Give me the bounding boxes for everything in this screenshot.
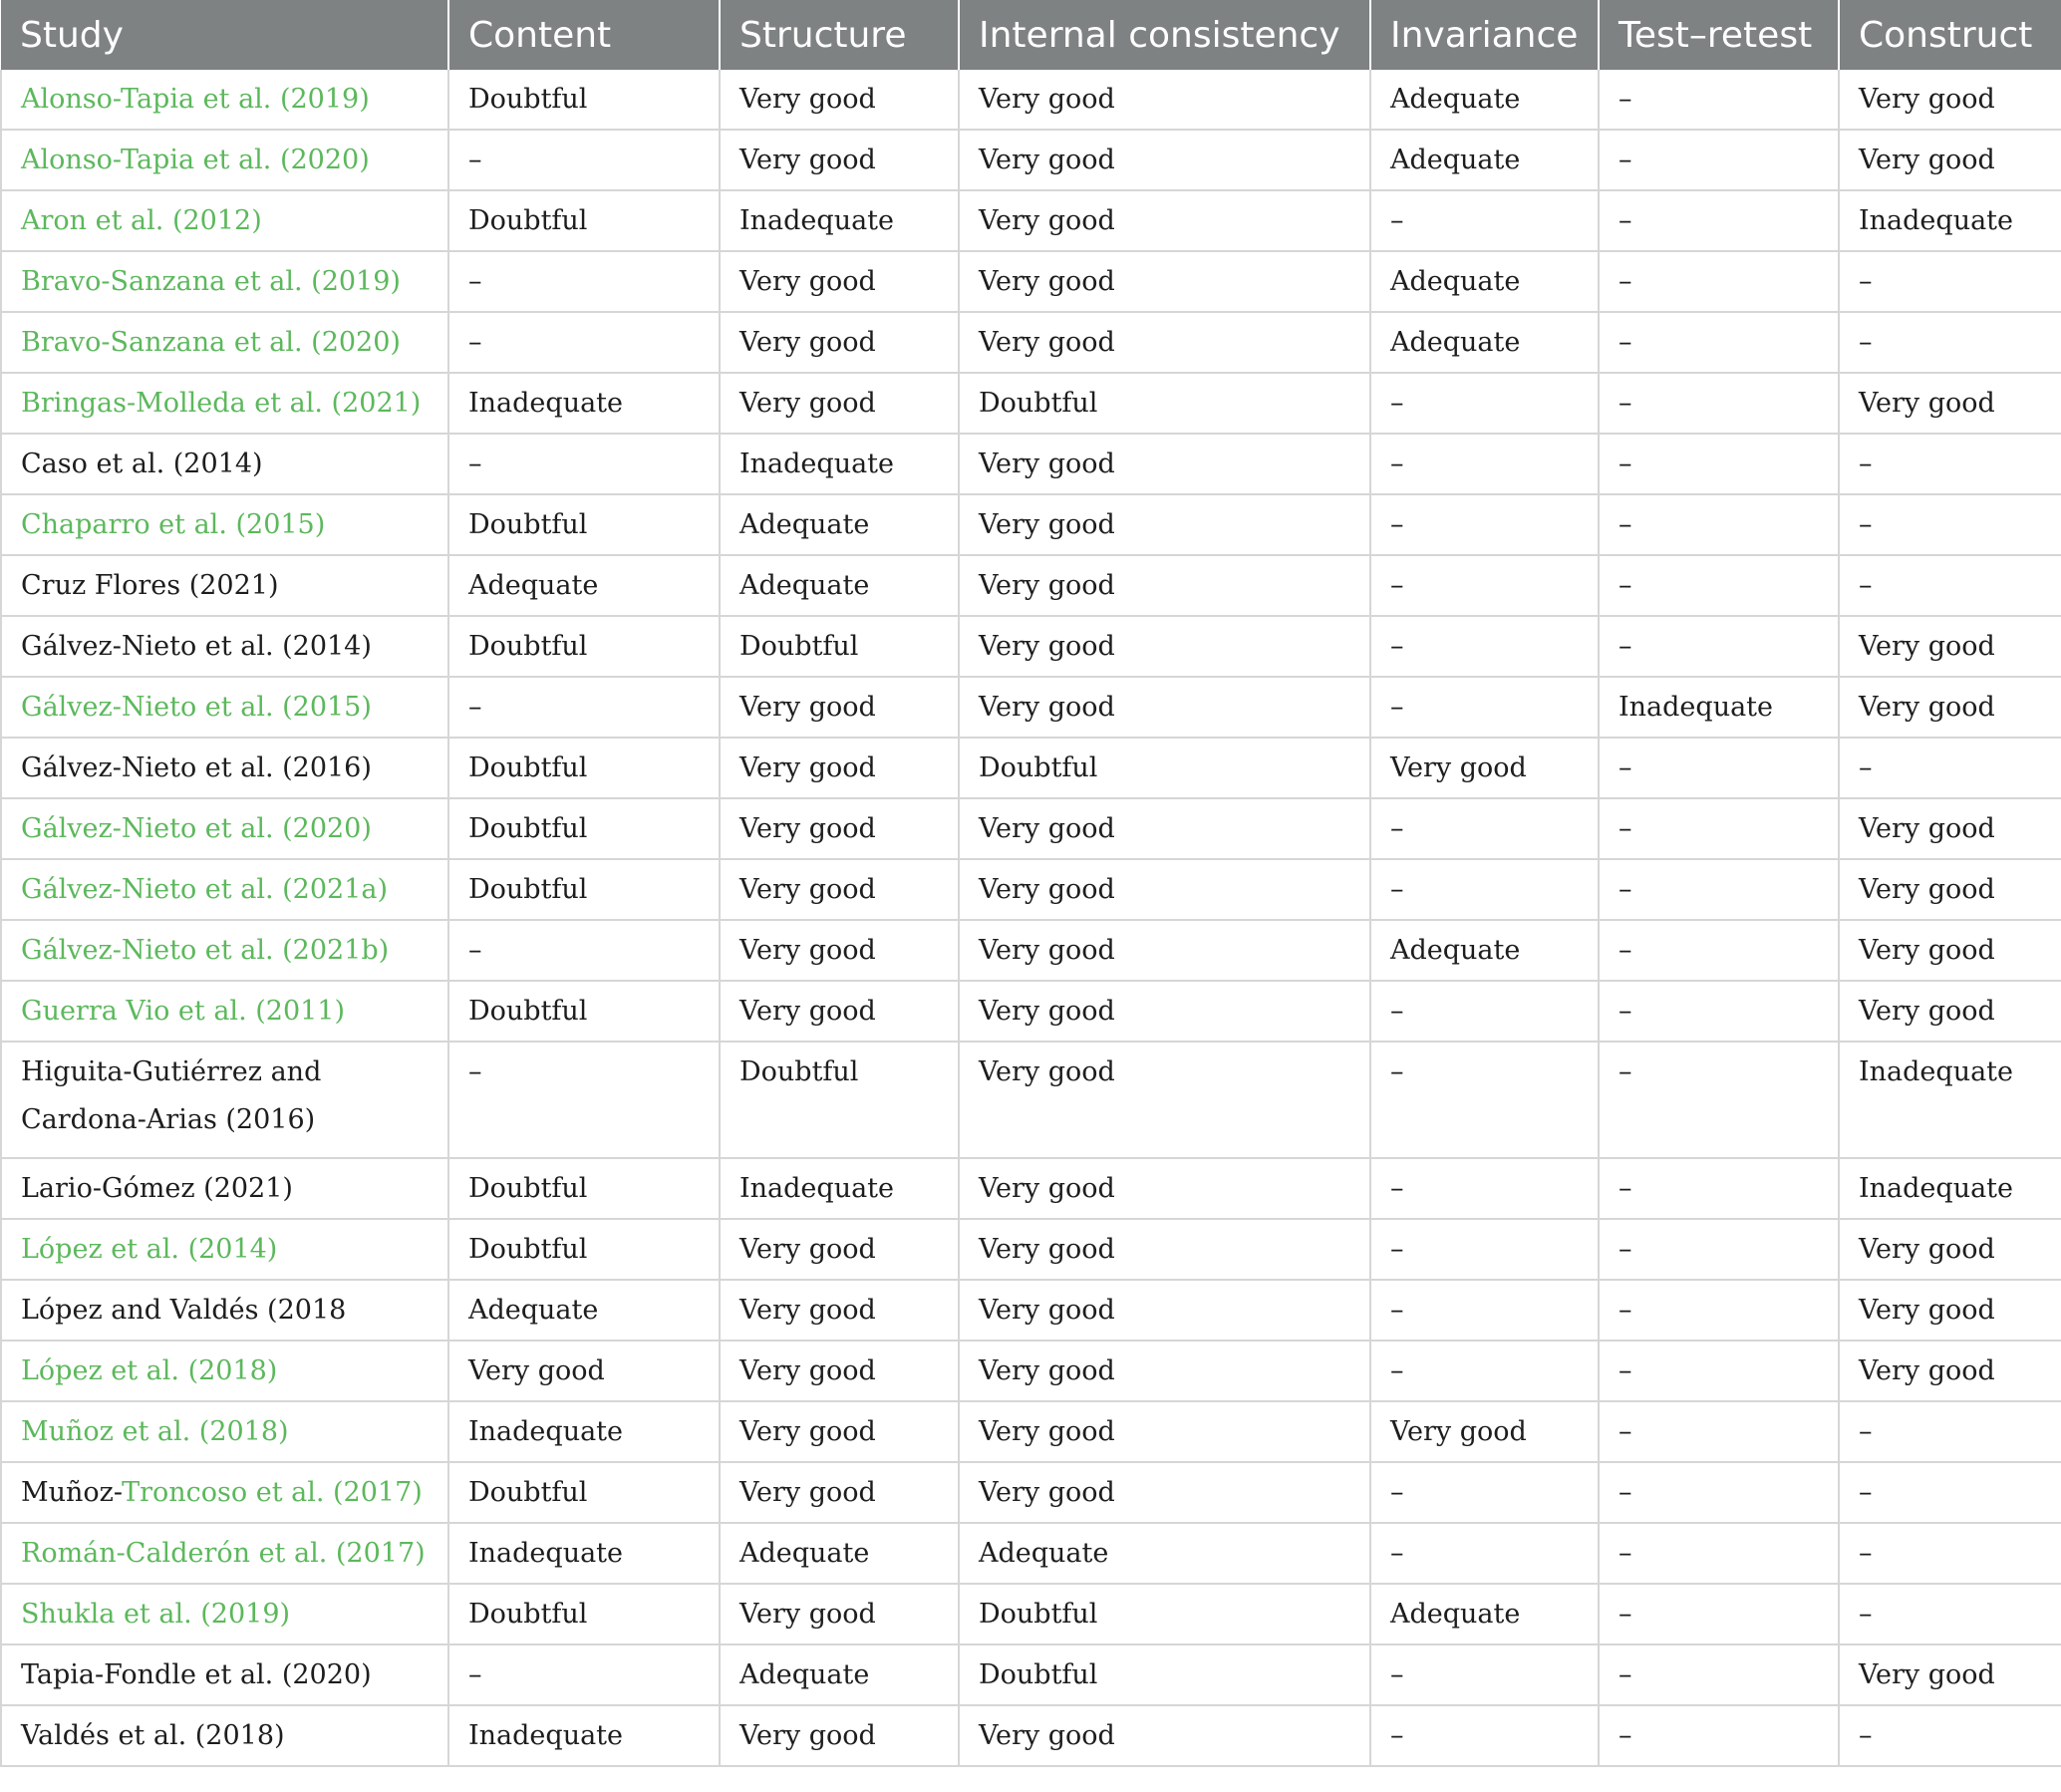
structure-cell: Very good [720, 1584, 959, 1644]
content-cell: Adequate [448, 1280, 720, 1341]
construct-cell: Inadequate [1839, 190, 2061, 251]
internal-consistency-cell: Very good [959, 677, 1370, 738]
internal-consistency-cell: Very good [959, 616, 1370, 677]
table-row [1, 190, 2061, 251]
study-cell [1, 677, 448, 738]
content-cell: Inadequate [448, 1705, 720, 1766]
construct-cell: – [1839, 434, 2061, 494]
study-cell [1, 1158, 448, 1219]
table-row [1, 251, 2061, 312]
internal-consistency-cell: Adequate [959, 1523, 1370, 1584]
internal-consistency-cell: Doubtful [959, 1584, 1370, 1644]
study-citation-link[interactable]: Chaparro et al. (2015) [21, 508, 326, 540]
study-cell [1, 738, 448, 798]
invariance-cell: Very good [1370, 738, 1599, 798]
construct-cell: – [1839, 1523, 2061, 1584]
test-retest-cell: – [1599, 373, 1839, 434]
study-cell [1, 1644, 448, 1705]
invariance-cell: Very good [1370, 1401, 1599, 1462]
structure-cell: Doubtful [720, 616, 959, 677]
internal-consistency-cell: Very good [959, 1705, 1370, 1766]
internal-consistency-cell: Doubtful [959, 1644, 1370, 1705]
invariance-cell: – [1370, 798, 1599, 859]
study-cell [1, 1523, 448, 1584]
structure-cell: Adequate [720, 1644, 959, 1705]
test-retest-cell: – [1599, 1158, 1839, 1219]
study-citation-text: Gálvez-Nieto et al. (2014) [21, 630, 372, 662]
table-row [1, 981, 2061, 1042]
test-retest-cell: – [1599, 1280, 1839, 1341]
internal-consistency-cell: Very good [959, 1158, 1370, 1219]
content-cell: – [448, 130, 720, 190]
test-retest-cell: – [1599, 312, 1839, 373]
study-citation-text: Tapia-Fondle et al. (2020) [21, 1658, 372, 1690]
construct-cell: Very good [1839, 70, 2061, 130]
table-row [1, 312, 2061, 373]
internal-consistency-cell: Very good [959, 434, 1370, 494]
content-cell: Inadequate [448, 1523, 720, 1584]
internal-consistency-cell: Very good [959, 859, 1370, 920]
table-row [1, 70, 2061, 130]
study-cell [1, 859, 448, 920]
study-cell [1, 190, 448, 251]
construct-cell: Very good [1839, 920, 2061, 981]
test-retest-cell: Inadequate [1599, 677, 1839, 738]
structure-cell: Adequate [720, 1523, 959, 1584]
construct-cell: Very good [1839, 677, 2061, 738]
table-row [1, 1158, 2061, 1219]
invariance-cell: – [1370, 1280, 1599, 1341]
content-cell: Doubtful [448, 616, 720, 677]
construct-cell: – [1839, 1462, 2061, 1523]
content-cell: Doubtful [448, 70, 720, 130]
structure-cell: Very good [720, 1705, 959, 1766]
invariance-cell: Adequate [1370, 130, 1599, 190]
invariance-cell: – [1370, 1042, 1599, 1158]
table-row [1, 920, 2061, 981]
test-retest-cell: – [1599, 434, 1839, 494]
test-retest-cell: – [1599, 981, 1839, 1042]
table-row [1, 1341, 2061, 1401]
construct-cell: – [1839, 312, 2061, 373]
content-cell: – [448, 677, 720, 738]
internal-consistency-cell: Very good [959, 312, 1370, 373]
test-retest-cell: – [1599, 1341, 1839, 1401]
construct-cell: Inadequate [1839, 1042, 2061, 1158]
study-cell [1, 130, 448, 190]
structure-cell: Very good [720, 981, 959, 1042]
invariance-cell: Adequate [1370, 70, 1599, 130]
construct-cell: – [1839, 1705, 2061, 1766]
structure-cell: Very good [720, 1280, 959, 1341]
table-row [1, 1042, 2061, 1158]
invariance-cell: Adequate [1370, 251, 1599, 312]
invariance-cell: – [1370, 1158, 1599, 1219]
invariance-cell: – [1370, 434, 1599, 494]
study-citation-link[interactable]: López et al. (2014) [21, 1233, 278, 1265]
study-cell [1, 1584, 448, 1644]
invariance-cell: – [1370, 494, 1599, 555]
study-citation-link[interactable]: López et al. (2018) [21, 1354, 278, 1386]
study-citation-link[interactable]: Bringas-Molleda et al. (2021) [21, 387, 422, 419]
study-cell [1, 981, 448, 1042]
header-content: Content [448, 0, 720, 70]
table-row [1, 1280, 2061, 1341]
internal-consistency-cell: Very good [959, 494, 1370, 555]
study-citation-link[interactable]: Alonso-Tapia et al. (2020) [21, 144, 370, 175]
content-cell: – [448, 1644, 720, 1705]
study-citation-link[interactable]: Gálvez-Nieto et al. (2021a) [21, 873, 388, 905]
study-cell [1, 434, 448, 494]
invariance-cell: – [1370, 1462, 1599, 1523]
content-cell: – [448, 920, 720, 981]
test-retest-cell: – [1599, 1219, 1839, 1280]
study-cell [1, 1341, 448, 1401]
test-retest-cell: – [1599, 1523, 1839, 1584]
content-cell: – [448, 251, 720, 312]
content-cell: Doubtful [448, 738, 720, 798]
construct-cell: Very good [1839, 373, 2061, 434]
study-citation-link[interactable]: Gálvez-Nieto et al. (2020) [21, 812, 372, 844]
structure-cell: Very good [720, 70, 959, 130]
invariance-cell: – [1370, 859, 1599, 920]
test-retest-cell: – [1599, 251, 1839, 312]
study-citation-text: López and Valdés (2018 [21, 1294, 347, 1326]
internal-consistency-cell: Very good [959, 1219, 1370, 1280]
table-row [1, 1523, 2061, 1584]
test-retest-cell: – [1599, 859, 1839, 920]
study-citation-text: Gálvez-Nieto et al. (2016) [21, 751, 372, 783]
table-body [1, 70, 2061, 1766]
structure-cell: Very good [720, 1341, 959, 1401]
study-citation-text: Higuita-Gutiérrez and Cardona-Arias (2016) [21, 1056, 322, 1135]
content-cell: Doubtful [448, 859, 720, 920]
structure-cell: Very good [720, 738, 959, 798]
study-cell [1, 312, 448, 373]
study-citation-text: Cruz Flores (2021) [21, 569, 279, 601]
internal-consistency-cell: Very good [959, 920, 1370, 981]
structure-cell: Very good [720, 859, 959, 920]
content-cell: Doubtful [448, 494, 720, 555]
study-citation-link[interactable]: Aron et al. (2012) [21, 204, 262, 236]
content-cell: Doubtful [448, 1584, 720, 1644]
internal-consistency-cell: Very good [959, 555, 1370, 616]
content-cell: Doubtful [448, 798, 720, 859]
structure-cell: Very good [720, 251, 959, 312]
content-cell: Doubtful [448, 1219, 720, 1280]
test-retest-cell: – [1599, 1401, 1839, 1462]
test-retest-cell: – [1599, 798, 1839, 859]
test-retest-cell: – [1599, 1584, 1839, 1644]
study-citation-link[interactable]: Alonso-Tapia et al. (2019) [21, 83, 370, 115]
internal-consistency-cell: Very good [959, 1462, 1370, 1523]
structure-cell: Inadequate [720, 1158, 959, 1219]
content-cell: Doubtful [448, 1158, 720, 1219]
test-retest-cell: – [1599, 555, 1839, 616]
content-cell: Doubtful [448, 190, 720, 251]
header-row [1, 0, 2061, 70]
table-row [1, 1462, 2061, 1523]
study-cell [1, 1401, 448, 1462]
structure-cell: Inadequate [720, 434, 959, 494]
test-retest-cell: – [1599, 190, 1839, 251]
structure-cell: Inadequate [720, 190, 959, 251]
study-cell [1, 616, 448, 677]
internal-consistency-cell: Very good [959, 1042, 1370, 1158]
invariance-cell: – [1370, 1341, 1599, 1401]
construct-cell: – [1839, 494, 2061, 555]
construct-cell: – [1839, 738, 2061, 798]
structure-cell: Very good [720, 312, 959, 373]
study-citation-text: Caso et al. (2014) [21, 448, 263, 479]
internal-consistency-cell: Very good [959, 1341, 1370, 1401]
internal-consistency-cell: Very good [959, 130, 1370, 190]
table-row [1, 130, 2061, 190]
internal-consistency-cell: Very good [959, 981, 1370, 1042]
header-test-retest: Test–retest [1599, 0, 1839, 70]
table-row [1, 494, 2061, 555]
internal-consistency-cell: Very good [959, 798, 1370, 859]
internal-consistency-cell: Very good [959, 1280, 1370, 1341]
internal-consistency-cell: Doubtful [959, 738, 1370, 798]
test-retest-cell: – [1599, 130, 1839, 190]
content-cell: Adequate [448, 555, 720, 616]
construct-cell: Very good [1839, 1341, 2061, 1401]
header-study: Study [1, 0, 448, 70]
construct-cell: Very good [1839, 1219, 2061, 1280]
invariance-cell: Adequate [1370, 312, 1599, 373]
table-row [1, 555, 2061, 616]
study-cell [1, 251, 448, 312]
study-cell [1, 555, 448, 616]
study-citation-text: Valdés et al. (2018) [21, 1719, 285, 1751]
header-construct: Construct [1839, 0, 2061, 70]
invariance-cell: Adequate [1370, 1584, 1599, 1644]
construct-cell: Very good [1839, 616, 2061, 677]
study-citation-link[interactable]: Bravo-Sanzana et al. (2019) [21, 265, 401, 297]
structure-cell: Very good [720, 677, 959, 738]
table-row [1, 1705, 2061, 1766]
content-cell: Inadequate [448, 373, 720, 434]
table-row [1, 859, 2061, 920]
test-retest-cell: – [1599, 70, 1839, 130]
construct-cell: – [1839, 1401, 2061, 1462]
study-citation-text: Lario-Gómez (2021) [21, 1172, 293, 1204]
internal-consistency-cell: Very good [959, 70, 1370, 130]
construct-cell: Very good [1839, 798, 2061, 859]
structure-cell: Very good [720, 1401, 959, 1462]
table-row [1, 677, 2061, 738]
table-row [1, 1401, 2061, 1462]
invariance-cell: – [1370, 190, 1599, 251]
study-citation-link[interactable]: Guerra Vio et al. (2011) [21, 995, 346, 1027]
content-cell: Very good [448, 1341, 720, 1401]
structure-cell: Very good [720, 1219, 959, 1280]
study-cell [1, 494, 448, 555]
invariance-cell: – [1370, 616, 1599, 677]
construct-cell: – [1839, 555, 2061, 616]
test-retest-cell: – [1599, 1462, 1839, 1523]
internal-consistency-cell: Very good [959, 190, 1370, 251]
structure-cell: Very good [720, 1462, 959, 1523]
content-cell: – [448, 1042, 720, 1158]
study-citation-link[interactable]: Shukla et al. (2019) [21, 1598, 291, 1630]
construct-cell: Very good [1839, 1280, 2061, 1341]
structure-cell: Very good [720, 798, 959, 859]
table-row [1, 798, 2061, 859]
study-citation-link[interactable]: Muñoz et al. (2018) [21, 1415, 289, 1447]
content-cell: – [448, 434, 720, 494]
test-retest-cell: – [1599, 494, 1839, 555]
test-retest-cell: – [1599, 616, 1839, 677]
invariance-cell: – [1370, 373, 1599, 434]
study-cell [1, 1462, 448, 1523]
content-cell: Inadequate [448, 1401, 720, 1462]
table-row [1, 434, 2061, 494]
table-row [1, 616, 2061, 677]
internal-consistency-cell: Very good [959, 251, 1370, 312]
table-row [1, 1584, 2061, 1644]
test-retest-cell: – [1599, 1042, 1839, 1158]
study-citation-link[interactable]: Troncoso et al. (2017) [122, 1476, 423, 1508]
construct-cell: Very good [1839, 130, 2061, 190]
test-retest-cell: – [1599, 738, 1839, 798]
table-row [1, 1219, 2061, 1280]
structure-cell: Adequate [720, 494, 959, 555]
header-structure: Structure [720, 0, 959, 70]
structure-cell: Doubtful [720, 1042, 959, 1158]
study-cell [1, 373, 448, 434]
construct-cell: – [1839, 251, 2061, 312]
invariance-cell: – [1370, 1523, 1599, 1584]
invariance-cell: – [1370, 1219, 1599, 1280]
content-cell: Doubtful [448, 981, 720, 1042]
structure-cell: Adequate [720, 555, 959, 616]
invariance-cell: Adequate [1370, 920, 1599, 981]
invariance-cell: – [1370, 677, 1599, 738]
construct-cell: Inadequate [1839, 1158, 2061, 1219]
study-cell [1, 1705, 448, 1766]
structure-cell: Very good [720, 920, 959, 981]
header-internal-consistency: Internal consistency [959, 0, 1370, 70]
content-cell: – [448, 312, 720, 373]
structure-cell: Very good [720, 130, 959, 190]
table-row [1, 1644, 2061, 1705]
test-retest-cell: – [1599, 1705, 1839, 1766]
study-citation-link[interactable]: Gálvez-Nieto et al. (2021b) [21, 934, 390, 966]
study-cell [1, 70, 448, 130]
content-cell: Doubtful [448, 1462, 720, 1523]
invariance-cell: – [1370, 981, 1599, 1042]
study-citation-link[interactable]: Gálvez-Nieto et al. (2015) [21, 691, 372, 723]
invariance-cell: – [1370, 1644, 1599, 1705]
test-retest-cell: – [1599, 920, 1839, 981]
header-invariance: Invariance [1370, 0, 1599, 70]
study-cell [1, 1219, 448, 1280]
study-cell [1, 920, 448, 981]
structure-cell: Very good [720, 373, 959, 434]
table-row [1, 373, 2061, 434]
study-cell [1, 1280, 448, 1341]
construct-cell: Very good [1839, 1644, 2061, 1705]
study-citation-link[interactable]: Bravo-Sanzana et al. (2020) [21, 326, 401, 358]
study-cell [1, 798, 448, 859]
table-row [1, 738, 2061, 798]
invariance-cell: – [1370, 1705, 1599, 1766]
construct-cell: Very good [1839, 859, 2061, 920]
study-cell [1, 1042, 448, 1158]
study-citation-text: Muñoz- [21, 1476, 123, 1508]
internal-consistency-cell: Very good [959, 1401, 1370, 1462]
test-retest-cell: – [1599, 1644, 1839, 1705]
internal-consistency-cell: Doubtful [959, 373, 1370, 434]
construct-cell: – [1839, 1584, 2061, 1644]
study-citation-link[interactable]: Román-Calderón et al. (2017) [21, 1537, 426, 1569]
construct-cell: Very good [1839, 981, 2061, 1042]
invariance-cell: – [1370, 555, 1599, 616]
